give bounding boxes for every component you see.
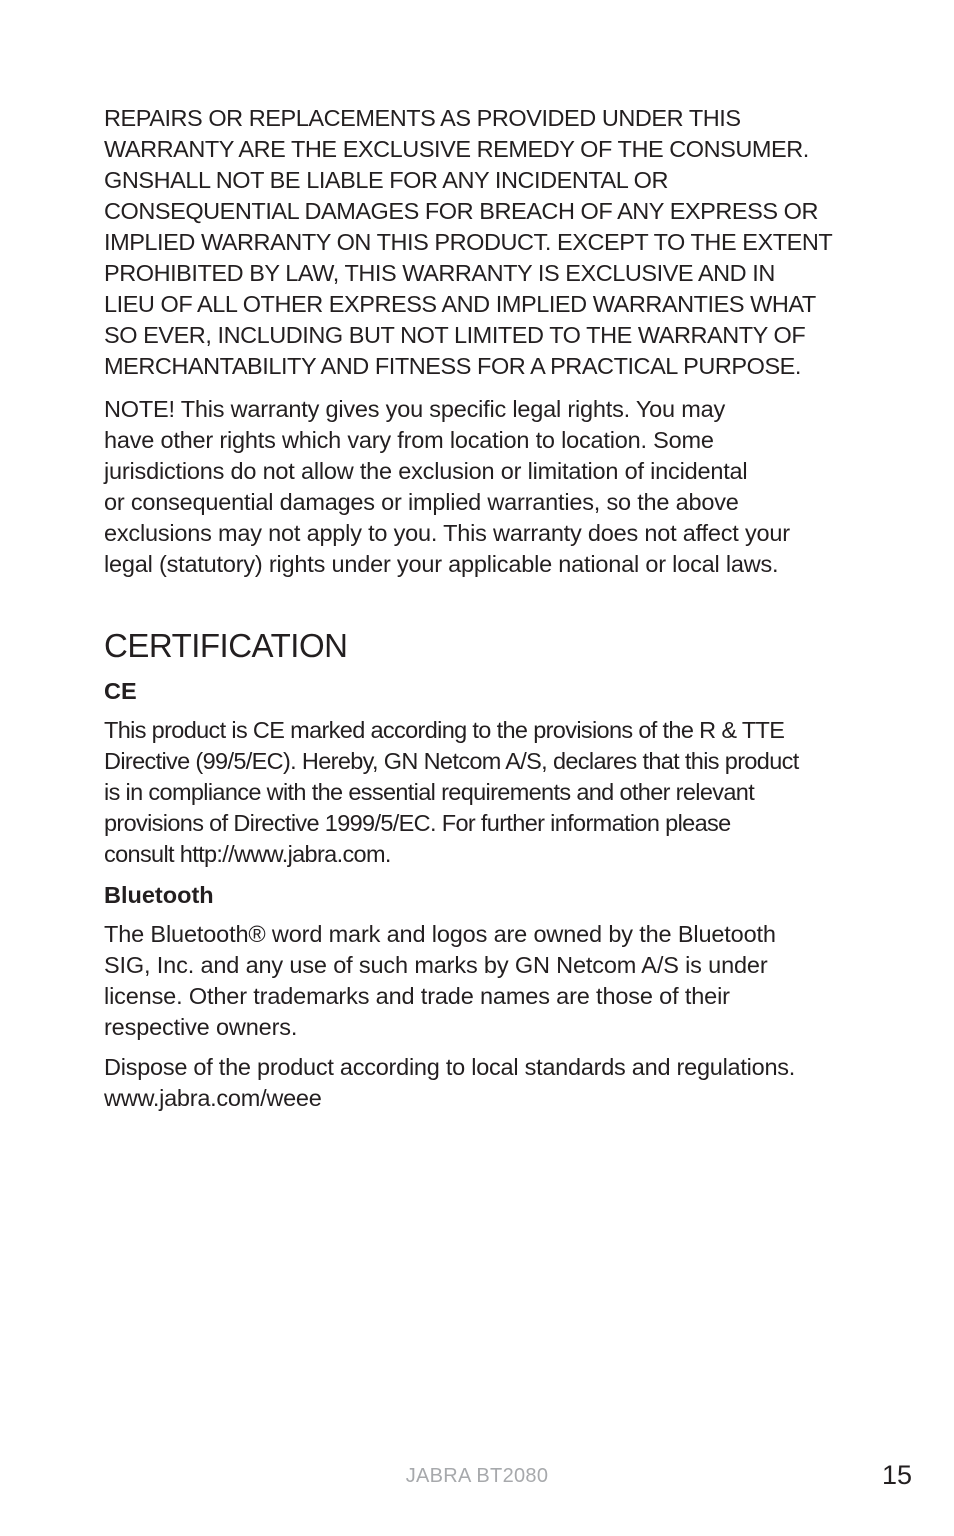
ce-line: Directive (99/5/EC). Hereby, GN Netcom A/S, declares that this product [104, 748, 799, 774]
ce-paragraph [104, 715, 852, 870]
certification-heading: CERTIFICATION [104, 627, 348, 664]
bluetooth-line: The Bluetooth® word mark and logos are owned by the Bluetooth [104, 921, 776, 947]
bluetooth-line: SIG, Inc. and any use of such marks by GN Netcom A/S is under [104, 952, 768, 978]
disclaimer-line: WARRANTY ARE THE EXCLUSIVE REMEDY OF THE CONSUMER. [104, 136, 809, 162]
note-line: jurisdictions do not allow the exclusion or limitation of incidental [104, 458, 748, 484]
note-line: have other rights which vary from location to location. Some [104, 427, 714, 453]
ce-subheading: CE [104, 678, 137, 704]
page-content [104, 103, 852, 1114]
note-line: NOTE! This warranty gives you specific legal rights. You may [104, 396, 726, 422]
bluetooth-line: respective owners. [104, 1014, 298, 1040]
ce-line: This product is CE marked according to the provisions of the R & TTE [104, 717, 785, 743]
disclaimer-line: IMPLIED WARRANTY ON THIS PRODUCT. EXCEPT TO THE EXTENT [104, 229, 833, 255]
bluetooth-paragraph [104, 919, 852, 1043]
footer-product-label: JABRA BT2080 [405, 1465, 549, 1487]
ce-line: is in compliance with the essential requirements and other relevant [104, 779, 755, 805]
disclaimer-line: LIEU OF ALL OTHER EXPRESS AND IMPLIED WARRANTIES WHAT [104, 291, 816, 317]
ce-line: provisions of Directive 1999/5/EC. For further information please [104, 810, 731, 836]
disclaimer-line: SO EVER, INCLUDING BUT NOT LIMITED TO THE WARRANTY OF [104, 322, 806, 348]
disclaimer-line: MERCHANTABILITY AND FITNESS FOR A PRACTICAL PURPOSE. [104, 353, 801, 379]
warranty-disclaimer-paragraph [104, 103, 852, 382]
note-line: or consequential damages or implied warranties, so the above [104, 489, 739, 515]
disclaimer-line: REPAIRS OR REPLACEMENTS AS PROVIDED UNDER THIS [104, 105, 741, 131]
note-paragraph [104, 394, 852, 580]
ce-line: consult http://www.jabra.com. [104, 841, 391, 867]
dispose-line: Dispose of the product according to local standards and regulations. [104, 1054, 796, 1080]
dispose-paragraph [104, 1052, 852, 1114]
weee-link: www.jabra.com/weee [104, 1085, 322, 1111]
bluetooth-line: license. Other trademarks and trade names are those of their [104, 983, 730, 1009]
page-number: 15 [881, 1460, 912, 1490]
bluetooth-subheading: Bluetooth [104, 882, 214, 908]
disclaimer-line: GNSHALL NOT BE LIABLE FOR ANY INCIDENTAL OR [104, 167, 668, 193]
disclaimer-line: PROHIBITED BY LAW, THIS WARRANTY IS EXCLUSIVE AND IN [104, 260, 775, 286]
disclaimer-line: CONSEQUENTIAL DAMAGES FOR BREACH OF ANY EXPRESS OR [104, 198, 818, 224]
note-line: exclusions may not apply to you. This warranty does not affect your [104, 520, 790, 546]
note-line: legal (statutory) rights under your applicable national or local laws. [104, 551, 779, 577]
